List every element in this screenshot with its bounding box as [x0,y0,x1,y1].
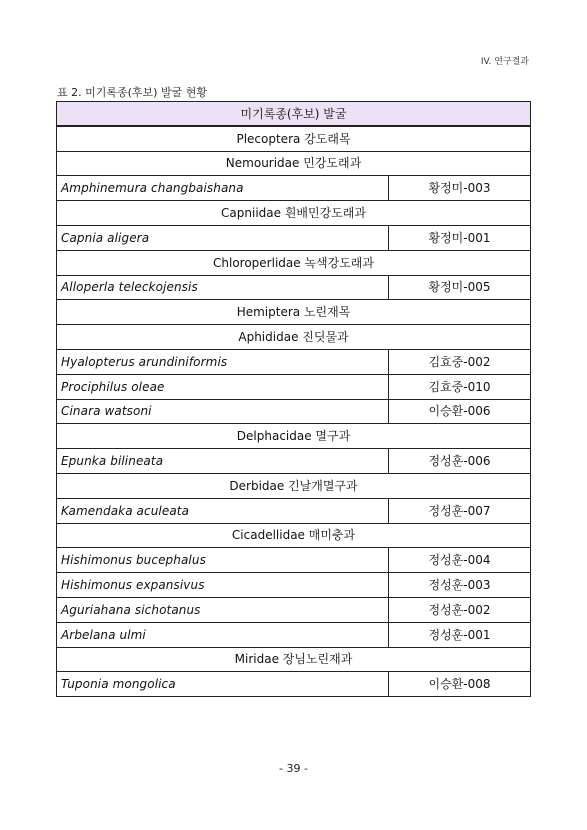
species-name: Hishimonus expansivus [57,573,389,598]
specimen-code: 황정미-005 [389,275,531,300]
species-name: Cinara watsoni [57,399,389,424]
taxon-group-row [57,201,531,226]
taxon-group-label: Miridae 장님노린재과 [57,647,531,672]
species-row [57,573,531,598]
species-name: Epunka bilineata [57,449,389,474]
species-row [57,597,531,622]
species-name: Arbelana ulmi [57,622,389,647]
page-number: - 39 - [279,762,308,775]
species-row [57,176,531,201]
species-row [57,225,531,250]
species-row [57,374,531,399]
specimen-code: 이승환-006 [389,399,531,424]
taxon-group-label: Aphididae 진딧물과 [57,325,531,350]
taxon-group-row [57,151,531,176]
taxon-group-label: Plecoptera 강도래목 [57,126,531,151]
species-name: Alloperla teleckojensis [57,275,389,300]
running-header: IV. 연구결과 [480,57,529,67]
species-name: Prociphilus oleae [57,374,389,399]
species-name: Hyalopterus arundiniformis [57,349,389,374]
specimen-code: 정성훈-001 [389,622,531,647]
species-row [57,275,531,300]
specimen-code: 이승환-008 [389,672,531,697]
specimen-code: 김효중-002 [389,349,531,374]
species-row [57,399,531,424]
species-name: Tuponia mongolica [57,672,389,697]
specimen-code: 정성훈-006 [389,449,531,474]
species-name: Hishimonus bucephalus [57,548,389,573]
taxon-group-label: Derbidae 긴날개멸구과 [57,473,531,498]
taxon-group-label: Chloroperlidae 녹색강도래과 [57,250,531,275]
specimen-code: 정성훈-007 [389,498,531,523]
taxon-group-row [57,250,531,275]
table-title: 미기록종(후보) 발굴 [57,102,531,127]
taxon-group-label: Delphacidae 멸구과 [57,424,531,449]
taxon-group-row [57,424,531,449]
specimen-code: 김효중-010 [389,374,531,399]
taxon-group-row [57,647,531,672]
taxon-group-row [57,126,531,151]
taxon-group-label: Capniidae 흰배민강도래과 [57,201,531,226]
specimen-code: 황정미-003 [389,176,531,201]
specimen-code: 정성훈-002 [389,597,531,622]
species-name: Kamendaka aculeata [57,498,389,523]
species-row [57,349,531,374]
specimen-code: 황정미-001 [389,225,531,250]
taxon-group-row [57,300,531,325]
taxon-group-row [57,523,531,548]
species-table [56,101,531,697]
table-caption: 표 2. 미기록종(후보) 발굴 현황 [57,86,207,99]
taxon-group-label: Hemiptera 노린재목 [57,300,531,325]
species-name: Amphinemura changbaishana [57,176,389,201]
table-title-row [57,102,531,127]
taxon-group-label: Cicadellidae 매미충과 [57,523,531,548]
species-row [57,548,531,573]
taxon-group-label: Nemouridae 민강도래과 [57,151,531,176]
species-name: Aguriahana sichotanus [57,597,389,622]
species-row [57,498,531,523]
species-row [57,622,531,647]
specimen-code: 정성훈-003 [389,573,531,598]
species-row [57,672,531,697]
table-body [57,102,531,697]
specimen-code: 정성훈-004 [389,548,531,573]
taxon-group-row [57,473,531,498]
species-name: Capnia aligera [57,225,389,250]
taxon-group-row [57,325,531,350]
species-row [57,449,531,474]
